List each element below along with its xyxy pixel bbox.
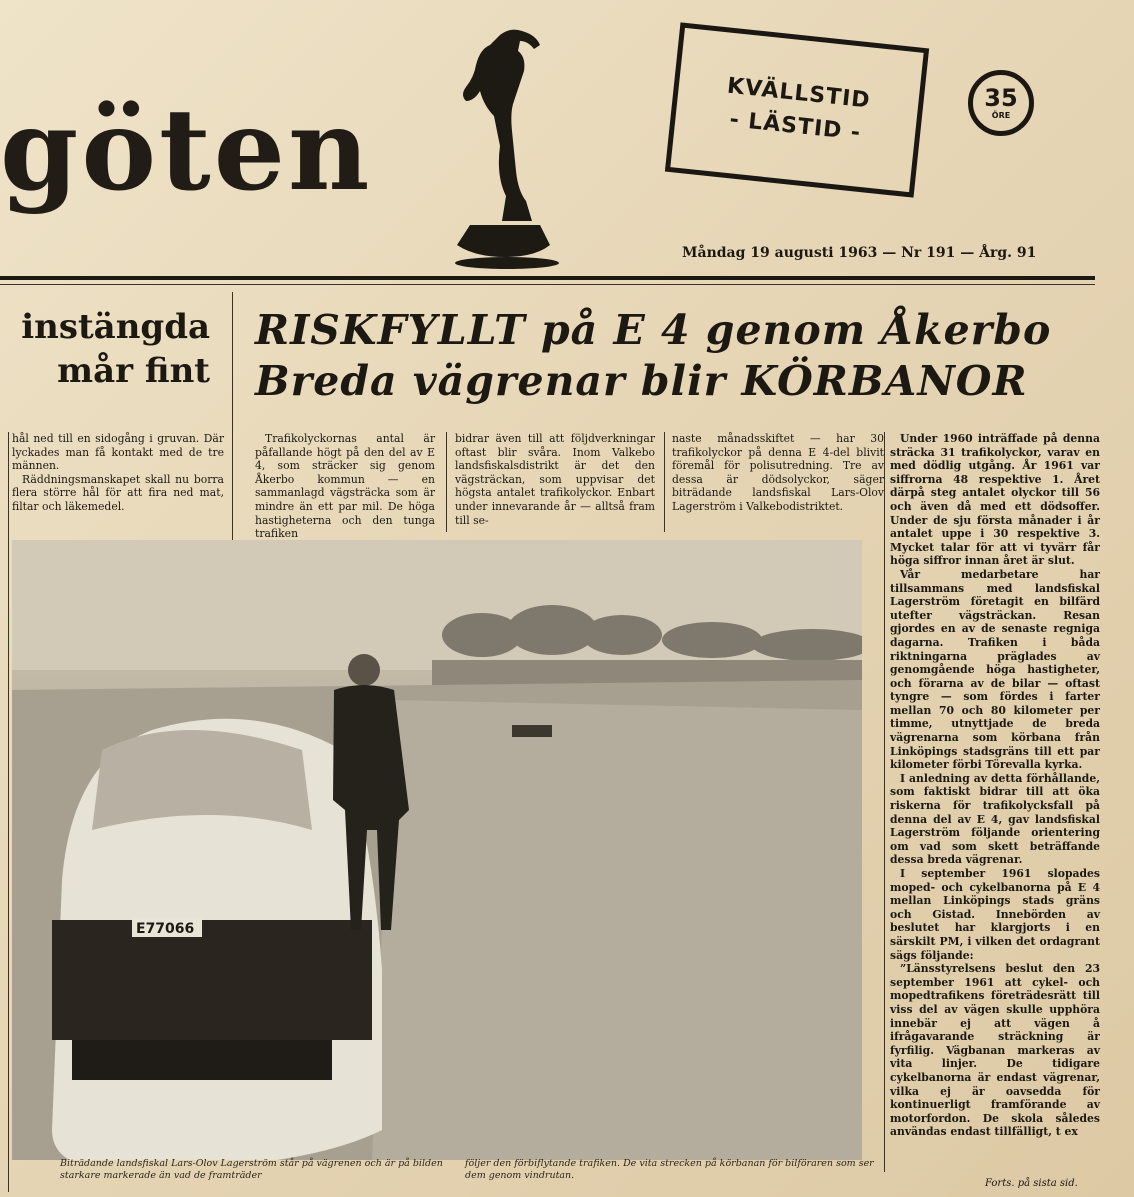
main-headline-line-2: Breda vägrenar blir KÖRBANOR [255, 357, 1028, 406]
left-paragraph-2: Räddningsmanskapet skall nu borra flera större hål för att fira ned mat, filtar och läkemedel. [12, 472, 224, 513]
column-divider [446, 432, 447, 532]
article-column-4-paragraph: I september 1961 slopades moped- och cykelbanorna på E 4 mellan Linköpings stads gräns och Gistad. Innebörden av beslutet har klargjorts i en särskilt PM, i vilken det ordagrant sägs följande: [890, 867, 1100, 962]
left-headline-line-1: instängda [21, 307, 210, 347]
article-column-1-text: Trafikolyckornas antal är påfallande högt på den del av E 4, som sträcker sig genom Åkerbo kommun — en sammanlagd vägsträcka som är mindre än ett par mil. De höga hastigheterna och den tunga trafiken [255, 432, 435, 541]
statue-logo-icon [445, 25, 565, 270]
masthead-rule [0, 276, 1095, 280]
article-column-4-paragraph: I anledning av detta förhållande, som faktiskt bidrar till att öka riskerna för trafikolycksfall på denna del av E 4, gav landsfiskal Lagerström följande orientering om vad som skett beträffande dessa breda vägrenar. [890, 771, 1100, 867]
article-column-4-paragraph: Under 1960 inträffade på denna sträcka 31 trafikolyckor, varav en med dödlig utgång. År 1961 var siffrorna 48 respektive 1. Året därpå steg antalet olyckor till 56 och även då med ett dödsoffer. Under de sju första månader i år antalet uppe i 30 respektive 3. Mycket talar för att vi tyvärr får höga siffror innan året är slut. [890, 432, 1100, 568]
masthead-rule-thin [0, 284, 1095, 285]
column-divider [664, 432, 665, 532]
dateline: Måndag 19 augusti 1963 — Nr 191 — Årg. 91 [682, 245, 1037, 261]
left-story-headline [0, 305, 210, 393]
main-headline [255, 305, 1085, 408]
article-column-2-text: bidrar även till att följdverkningar oftast blir svåra. Inom Valkebo landsfiskalsdistrikt är det den vägsträckan, som uppvisar det högsta antalet trafikolyckor. Enbart under innevarande år — alltså fram till se- [455, 432, 655, 527]
article-column-4-paragraph: ”Länsstyrelsens beslut den 23 september 1961 att cykel- och mopedtrafikens företrädesrätt till viss del av vägen skulle upphöra innebär ej att vägen å ifrågavarande sträckning är fyrfilig. Vägbanan markeras av vita linjer. De tidigare cykelbanorna är endast vägrenar, vilka ej är oavsedda för kontinuerligt framförande av motorfordon. De skola således användas endast tillfälligt, t ex [890, 962, 1100, 1139]
article-column-2 [455, 432, 655, 527]
column-divider [232, 292, 233, 547]
article-column-3 [672, 432, 884, 514]
photo-caption-left: Biträdande landsfiskal Lars-Olov Lagerström står på vägrenen och är på bilden starkare markerade än vad de framträder [60, 1158, 443, 1181]
price-badge [968, 70, 1034, 136]
masthead-title: göten [0, 85, 373, 216]
left-paragraph-1: hål ned till en sidogång i gruvan. Där lyckades man få kontakt med de tre männen. [12, 432, 224, 473]
price-unit: ÖRE [991, 111, 1011, 120]
main-headline-line-1: RISKFYLLT på E 4 genom Åkerbo [255, 306, 1052, 354]
photo-caption-right: följer den förbiflytande trafiken. De vita strecken på körbanan för bilföraren som ser dem genom vindrutan. [465, 1158, 874, 1181]
column-divider [8, 432, 9, 1192]
column-divider [884, 432, 885, 1172]
article-column-3-text: naste månadsskiftet — har 30 trafikolyckor på denna E 4-del blivit föremål för polisutredning. Tre av dessa är dödsolyckor, säger biträdande landsfiskal Lars-Olov Lagerström i Valkebodistriktet. [672, 432, 884, 513]
license-plate: E77066 [136, 921, 195, 937]
article-photo [12, 540, 862, 1160]
article-column-4 [890, 432, 1100, 1139]
left-headline-line-2: mår fint [57, 351, 210, 392]
stamp-line-2: - LÄSTID - [728, 107, 863, 146]
article-column-4-paragraph: Vår medarbetare har tillsammans med landsfiskal Lagerström företagit en bilfärd utefter vägsträckan. Resan gjordes en av de senaste regniga dagarna. Trafiken i båda riktningarna präglades av genomgående höga hastigheter, och förarna av de bilar — oftast tyngre — som fördes i farter mellan 70 och 80 kilometer per timme, utnyttjade de breda vägrenarna som körbana från Linköpings stadsgräns till ett par kilometer förbi Törevalla kyrka. [890, 567, 1100, 772]
continued-note: Forts. på sista sid. [985, 1178, 1078, 1189]
stamp-line-1: KVÄLLSTID [725, 73, 872, 114]
left-story-body [12, 432, 224, 514]
price-number: 35 [984, 84, 1018, 112]
kvallstid-stamp [665, 22, 929, 197]
article-column-1 [255, 432, 435, 541]
